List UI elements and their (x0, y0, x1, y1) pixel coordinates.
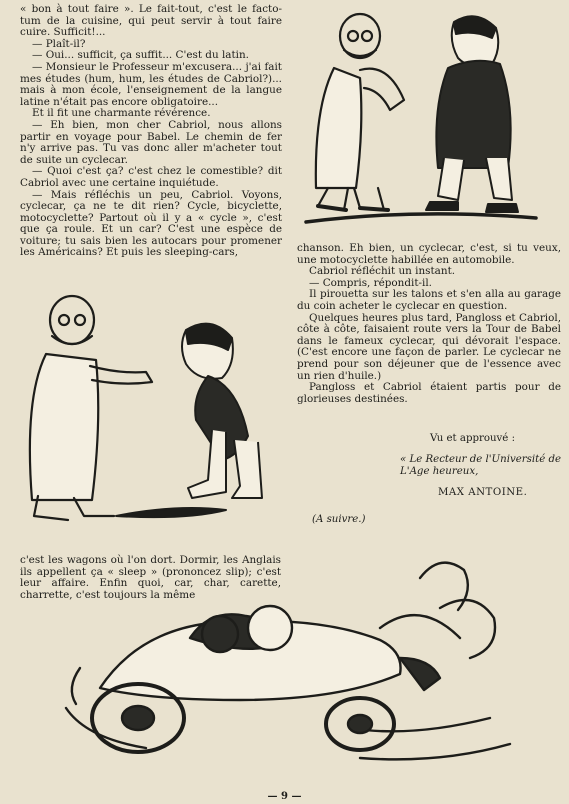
paragraph: Quelques heures plus tard, Pangloss et Cabriol, côte à côte, faisaient route vers la Tour de Babel dans le fameux cyclecar, qui dévorait l'espace. (C'est encore une façon de parler. Le cyclecar ne prend pour son déjeuner que de l'essence avec un rien d'huile.) (297, 311, 561, 382)
paragraph: c'est les wagons où l'on dort. Dormir, les Anglais ils appellent ça « sleep » (prononcez slip); c'est leur affaire. Enfin quoi, car, char, carette, charrette, c'est toujours la même (20, 554, 281, 601)
paragraph: — Mais réfléchis un peu, Cabriol. Voyons, cyclecar, ça ne te dit rien? Cycle, bicyclette, motocyclette? Partout où il y a « cycle », c'est que ça roule. Et un car? C'est une espèce de voiture; tu sais bien les autocars pour promener les Américains? Et puis les sleeping-cars, (20, 188, 282, 259)
paragraph: Cabriol réfléchit un instant. (309, 265, 456, 278)
paragraph: — Compris, répondit-il. (309, 276, 432, 289)
paragraph: Il pirouetta sur les talons et s'en alla au garage du coin acheter le cyclecar en question. (297, 288, 561, 312)
author-name: MAX ANTOINE. (438, 487, 528, 498)
text-column-right (297, 243, 561, 405)
approval-line: Vu et approuvé : (430, 433, 516, 444)
paragraph: — Monsieur le Professeur m'excusera... j'ai fait mes études (hum, hum, les études de Cabriol?)... mais à mon école, l'enseignement de la langue latine n'était pas encore obligatoire... (20, 60, 282, 108)
illustration-professor-and-cabriol-middle (16, 290, 294, 538)
paragraph: Et il fit une charmante révérence. (32, 107, 211, 120)
rector-signature: « Le Recteur de l'Université de L'Age heureux, (400, 454, 562, 477)
paragraph: Pangloss et Cabriol étaient partis pour de glorieuses destinées. (297, 381, 561, 405)
text-column-left-top (20, 4, 282, 259)
paragraph: — Quoi c'est ça? c'est chez le comestible? dit Cabriol avec une certaine inquiétude. (20, 165, 282, 189)
paragraph: — Oui... sufficit, ça suffit... C'est du latin. (32, 49, 249, 62)
illustration-professor-and-cabriol-top (298, 8, 538, 230)
paragraph: « bon à tout faire ». Le fait-tout, c'est le facto-tum de la cuisine, qui peut servir à tout faire cuire. Sufficit!... (20, 3, 282, 39)
illustration-cyclecar (60, 548, 530, 780)
paragraph: chanson. Eh bien, un cyclecar, c'est, si tu veux, une motocyclette habillée en automobile. (297, 242, 561, 266)
paragraph: — Plaît-il? (32, 37, 86, 50)
to-be-continued: (A suivre.) (312, 514, 366, 525)
page-number: — 9 — (267, 791, 302, 802)
paragraph: — Eh bien, mon cher Cabriol, nous allons partir en voyage pour Babel. Le chemin de fer n'y arrive pas. Tu vas donc aller m'acheter tout de suite un cyclecar. (20, 118, 282, 166)
